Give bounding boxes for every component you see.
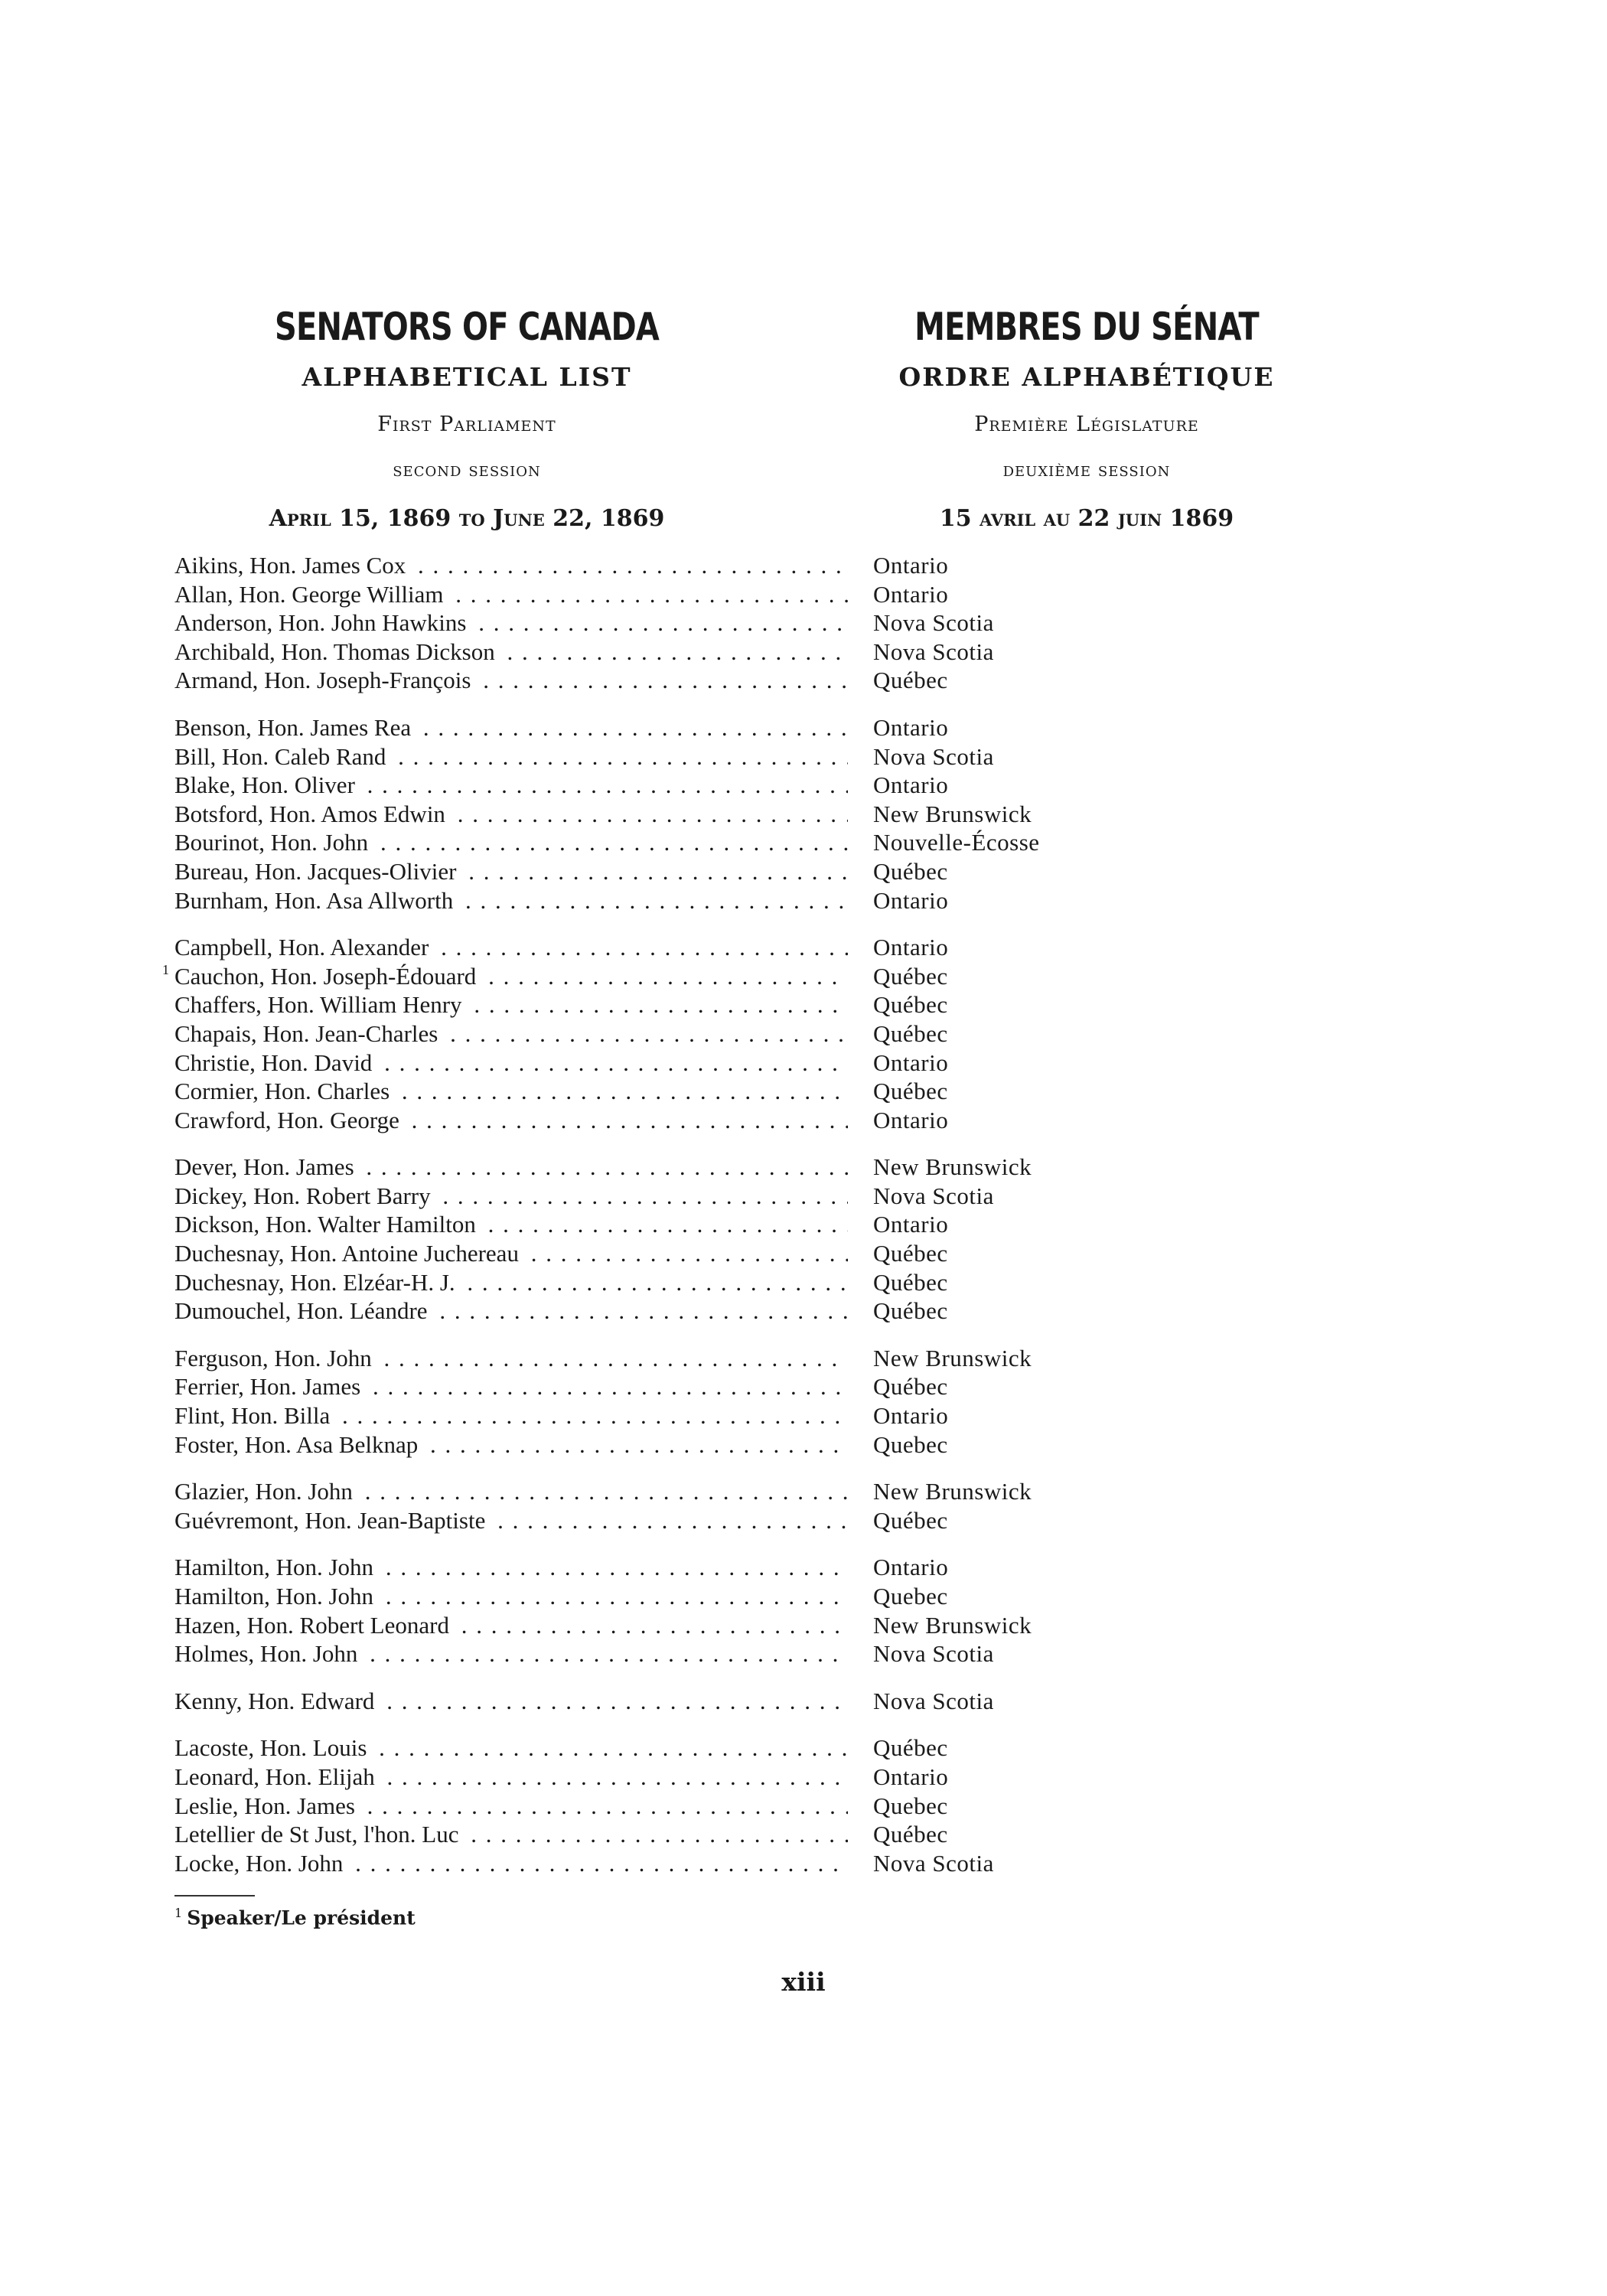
senator-name-cell [174, 1763, 848, 1792]
senator-province: Nova Scotia [873, 609, 994, 637]
senator-name-cell [174, 1106, 848, 1135]
senator-row [174, 1582, 1169, 1611]
senator-name: Benson, Hon. James Rea [174, 714, 416, 741]
senator-row [174, 1687, 1169, 1716]
senator-row [174, 608, 1169, 638]
senator-name: Dever, Hon. James [174, 1153, 359, 1180]
senator-name-cell [174, 1182, 848, 1211]
senator-name-cell [174, 1268, 848, 1297]
senator-province: New Brunswick [873, 1153, 1032, 1181]
senator-province: Ontario [873, 886, 949, 914]
senator-row [174, 886, 1169, 915]
senator-name-cell [174, 800, 848, 829]
senator-name: Aikins, Hon. James Cox [174, 552, 410, 579]
senator-name: Botsford, Hon. Amos Edwin [174, 801, 450, 827]
senator-name: Flint, Hon. Billa [174, 1402, 334, 1429]
senator-row [162, 961, 1169, 991]
senator-row [174, 1430, 1169, 1459]
dates-french: 15 avril au 22 juin 1869 [939, 505, 1234, 532]
senator-name-cell [174, 857, 848, 886]
senator-name: Campbell, Hon. Alexander [174, 934, 433, 960]
letter-group [162, 933, 1169, 1134]
senator-name: Allan, Hon. George William [174, 581, 448, 608]
letter-group [174, 713, 1169, 915]
senator-province: Québec [873, 1019, 948, 1047]
senator-name-cell [174, 1733, 848, 1763]
senator-province: Québec [873, 1506, 948, 1534]
senator-province: Québec [873, 1734, 948, 1762]
session-english: second session [393, 458, 541, 481]
senator-row [174, 1239, 1169, 1268]
senator-name: Cauchon, Hon. Joseph-Édouard [174, 963, 481, 990]
letter-group [174, 1153, 1169, 1326]
senator-name: Leslie, Hon. James [174, 1792, 360, 1819]
senator-province: Ontario [873, 1763, 949, 1790]
senator-name-cell [174, 1849, 848, 1878]
senator-name: Holmes, Hon. John [174, 1640, 362, 1667]
senator-name: Kenny, Hon. Edward [174, 1688, 379, 1714]
senator-name-cell [174, 638, 848, 667]
parliament-french: Première Législature [974, 413, 1199, 436]
letter-group [174, 1553, 1169, 1668]
senator-name: Letellier de St Just, l'hon. Luc [174, 1821, 464, 1848]
senator-province: Québec [873, 857, 948, 885]
list-subtitle-english: ALPHABETICAL LIST [302, 362, 632, 392]
senator-province: Nova Scotia [873, 1687, 994, 1714]
senator-province: Ontario [873, 934, 949, 961]
senator-name: Cormier, Hon. Charles [174, 1078, 394, 1104]
senator-name-cell [174, 1401, 848, 1430]
senator-province: Quebec [873, 1792, 948, 1819]
senator-name: Glazier, Hon. John [174, 1478, 357, 1505]
senator-name-cell [174, 1049, 848, 1078]
senator-row [174, 1639, 1169, 1668]
senator-name-cell [174, 1239, 848, 1268]
senator-province: Québec [873, 1240, 948, 1267]
senator-province: Québec [873, 991, 948, 1019]
french-header [819, 302, 1354, 536]
senator-row [174, 1506, 1169, 1535]
senator-name-cell [174, 1639, 848, 1668]
senator-name: Duchesnay, Hon. Antoine Juchereau [174, 1240, 523, 1267]
senator-province: Québec [873, 1821, 948, 1848]
english-header [199, 302, 735, 536]
senator-name-cell [174, 742, 848, 771]
senator-row [174, 666, 1169, 695]
senator-province: Ontario [873, 552, 949, 579]
senator-name-cell [174, 771, 848, 800]
senator-name: Duchesnay, Hon. Elzéar-H. J. [174, 1269, 460, 1296]
senator-name-cell [174, 1820, 848, 1849]
senator-row [174, 1077, 1169, 1106]
senator-name: Archibald, Hon. Thomas Dickson [174, 638, 500, 665]
senator-row [174, 990, 1169, 1019]
senator-row [174, 1344, 1169, 1373]
senator-name-cell [174, 1792, 848, 1821]
senator-row [174, 857, 1169, 886]
footnote-mark: 1 [174, 1906, 183, 1920]
senator-name: Bourinot, Hon. John [174, 829, 373, 856]
senator-name-cell [174, 580, 848, 609]
senator-row [174, 1182, 1169, 1211]
senator-province: Ontario [873, 713, 949, 741]
senator-row [174, 828, 1169, 857]
senator-row [174, 1553, 1169, 1582]
letter-group [174, 1687, 1169, 1716]
senator-name-cell [174, 990, 848, 1019]
senator-name-cell [174, 1344, 848, 1373]
senator-row [174, 580, 1169, 609]
senator-province: Québec [873, 1297, 948, 1325]
senator-name: Ferrier, Hon. James [174, 1373, 365, 1400]
senator-name: Foster, Hon. Asa Belknap [174, 1431, 422, 1458]
list-subtitle-french: ORDRE ALPHABÉTIQUE [898, 362, 1275, 392]
senator-name: Chaffers, Hon. William Henry [174, 991, 467, 1018]
senator-name-cell [174, 1582, 848, 1611]
senator-province: New Brunswick [873, 800, 1032, 827]
senator-province: Nova Scotia [873, 1849, 994, 1877]
senator-row [174, 933, 1169, 962]
senator-province: Québec [873, 962, 948, 990]
senator-name: Bill, Hon. Caleb Rand [174, 743, 390, 770]
senator-row [174, 1401, 1169, 1430]
senator-row [174, 551, 1169, 580]
senator-list [162, 551, 1169, 1896]
senator-name: Leonard, Hon. Elijah [174, 1763, 380, 1790]
senator-row [174, 1268, 1169, 1297]
senator-province: New Brunswick [873, 1344, 1032, 1371]
senator-name: Lacoste, Hon. Louis [174, 1734, 371, 1761]
senator-name-cell [174, 713, 848, 742]
senator-row [174, 1106, 1169, 1135]
dates-english: April 15, 1869 to June 22, 1869 [269, 505, 665, 532]
senator-row [174, 1792, 1169, 1821]
senator-province: Ontario [873, 1402, 949, 1430]
senator-name-cell [174, 962, 848, 991]
senator-row [174, 1372, 1169, 1401]
senator-row [174, 1049, 1169, 1078]
footnote-divider [174, 1895, 255, 1896]
senator-province: Québec [873, 1373, 948, 1401]
senator-row [174, 1477, 1169, 1506]
senator-row [174, 1296, 1169, 1326]
senator-name: Dickey, Hon. Robert Barry [174, 1182, 435, 1209]
senator-province: Nova Scotia [873, 1640, 994, 1668]
senator-name: Hamilton, Hon. John [174, 1583, 378, 1609]
letter-group [174, 1344, 1169, 1459]
senator-name-cell [174, 933, 848, 962]
senator-name: Burnham, Hon. Asa Allworth [174, 887, 458, 914]
senator-name-cell [174, 666, 848, 695]
senator-row [174, 1763, 1169, 1792]
senator-name: Hamilton, Hon. John [174, 1554, 378, 1580]
page-title-english: SENATORS OF CANADA [274, 305, 660, 349]
senator-row [174, 1733, 1169, 1763]
senator-name-cell [174, 1430, 848, 1459]
senator-name-cell [174, 1019, 848, 1049]
senator-row [174, 638, 1169, 667]
senator-name-cell [174, 1210, 848, 1239]
senator-row [174, 1611, 1169, 1640]
senator-name: Locke, Hon. John [174, 1850, 347, 1877]
senator-province: Québec [873, 1078, 948, 1105]
senator-row [174, 800, 1169, 829]
senator-row [174, 1849, 1169, 1878]
senator-row [174, 713, 1169, 742]
senator-name-cell [174, 1296, 848, 1326]
senator-province: Ontario [873, 1554, 949, 1581]
senator-name-cell [174, 1506, 848, 1535]
senator-province: Ontario [873, 1049, 949, 1076]
session-french: deuxième session [1002, 458, 1171, 481]
footnote-text: Speaker/Le président [187, 1906, 416, 1929]
senator-name: Christie, Hon. David [174, 1049, 376, 1076]
senator-province: Ontario [873, 771, 949, 799]
senator-name: Crawford, Hon. George [174, 1107, 404, 1133]
senator-province: Québec [873, 1268, 948, 1296]
senator-name: Chapais, Hon. Jean-Charles [174, 1020, 442, 1047]
senator-province: Ontario [873, 1211, 949, 1238]
senator-province: Quebec [873, 1583, 948, 1609]
letter-group [174, 551, 1169, 695]
senator-name: Hazen, Hon. Robert Leonard [174, 1612, 454, 1639]
senator-name: Armand, Hon. Joseph-François [174, 667, 475, 693]
senator-name: Blake, Hon. Oliver [174, 771, 360, 798]
senator-province: Ontario [873, 580, 949, 608]
senator-province: Nova Scotia [873, 638, 994, 665]
page-title-french: MEMBRES DU SÉNAT [914, 305, 1259, 349]
senator-row [174, 1019, 1169, 1049]
senator-name-cell [174, 1687, 848, 1716]
senator-name-cell [174, 608, 848, 638]
senator-name-cell [174, 1077, 848, 1106]
senator-province: Nova Scotia [873, 742, 994, 770]
senator-province: Nova Scotia [873, 1182, 994, 1209]
senator-name-cell [174, 1553, 848, 1582]
senator-name: Guévremont, Hon. Jean-Baptiste [174, 1507, 490, 1534]
senator-province: New Brunswick [873, 1611, 1032, 1639]
senator-row [174, 1210, 1169, 1239]
footnote [174, 1906, 416, 1929]
letter-group [174, 1733, 1169, 1877]
footnote-reference: 1 [162, 961, 169, 977]
senator-row [174, 1153, 1169, 1182]
senator-name: Anderson, Hon. John Hawkins [174, 609, 471, 636]
senator-name-cell [174, 551, 848, 580]
senator-name-cell [174, 1153, 848, 1182]
page-number: xiii [781, 1967, 826, 1997]
senator-name-cell [174, 1477, 848, 1506]
senator-name: Ferguson, Hon. John [174, 1345, 376, 1371]
senator-province: Nouvelle-Écosse [873, 829, 1040, 856]
senator-row [174, 771, 1169, 800]
senator-name-cell [174, 886, 848, 915]
senator-province: New Brunswick [873, 1478, 1032, 1505]
senator-name-cell [174, 1372, 848, 1401]
senator-row [174, 1820, 1169, 1849]
letter-group [174, 1477, 1169, 1534]
senator-name: Bureau, Hon. Jacques-Olivier [174, 858, 461, 885]
senator-name: Dumouchel, Hon. Léandre [174, 1297, 432, 1324]
senator-province: Québec [873, 667, 948, 694]
senator-name-cell [174, 1611, 848, 1640]
parliament-english: First Parliament [377, 413, 556, 436]
senator-name-cell [174, 828, 848, 857]
senator-province: Ontario [873, 1106, 949, 1133]
senator-row [174, 742, 1169, 771]
senator-name: Dickson, Hon. Walter Hamilton [174, 1211, 481, 1238]
senator-province: Quebec [873, 1430, 948, 1458]
